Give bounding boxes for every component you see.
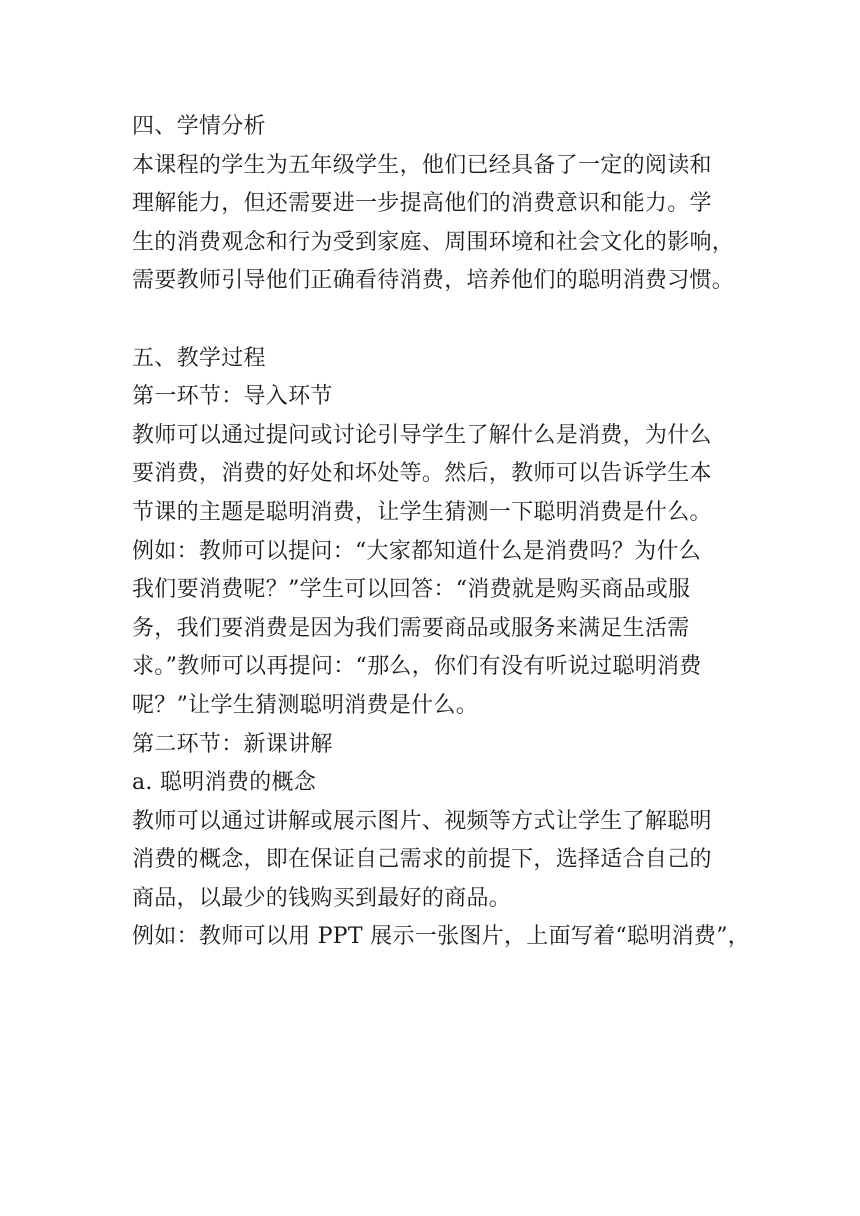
- paragraph-line: 务，我们要消费是因为我们需要商品或服务来满足生活需: [132, 615, 690, 641]
- section-heading-5: 五、教学过程: [132, 345, 266, 371]
- paragraph-line: 生的消费观念和行为受到家庭、周围环境和社会文化的影响，: [132, 229, 735, 255]
- paragraph-line: 需要教师引导他们正确看待消费，培养他们的聪明消费习惯。: [132, 268, 735, 294]
- paragraph-line: 节课的主题是聪明消费，让学生猜测一下聪明消费是什么。: [132, 499, 712, 525]
- paragraph-line: 商品，以最少的钱购买到最好的商品。: [132, 885, 512, 911]
- paragraph-line: 消费的概念，即在保证自己需求的前提下，选择适合自己的: [132, 847, 712, 873]
- section-heading-4: 四、学情分析: [132, 114, 266, 139]
- list-item-heading: a. 聪明消费的概念: [132, 770, 317, 796]
- paragraph-line: 教师可以通过提问或讨论引导学生了解什么是消费，为什么: [132, 422, 712, 448]
- paragraph-line: 本课程的学生为五年级学生，他们已经具备了一定的阅读和: [132, 152, 712, 178]
- paragraph-line: 例如：教师可以用 PPT 展示一张图片，上面写着“聪明消费”，: [132, 924, 751, 950]
- paragraph-line: 呢？”让学生猜测聪明消费是什么。: [132, 692, 479, 718]
- section-spacer: [132, 301, 742, 340]
- subsection-heading-2: 第二环节：新课讲解: [132, 731, 333, 757]
- paragraph-line: 例如：教师可以提问：“大家都知道什么是消费吗？为什么: [132, 538, 702, 564]
- subsection-heading-1: 第一环节：导入环节: [132, 384, 333, 410]
- paragraph-line: 理解能力，但还需要进一步提高他们的消费意识和能力。学: [132, 191, 712, 217]
- paragraph-line: 要消费，消费的好处和坏处等。然后，教师可以告诉学生本: [132, 461, 712, 487]
- paragraph-line: 我们要消费呢？”学生可以回答：“消费就是购买商品或服: [132, 577, 691, 603]
- paragraph-line: 求。”教师可以再提问：“那么，你们有没有听说过聪明消费: [132, 654, 702, 680]
- document-body: [132, 108, 751, 957]
- paragraph-line: 教师可以通过讲解或展示图片、视频等方式让学生了解聪明: [132, 808, 712, 834]
